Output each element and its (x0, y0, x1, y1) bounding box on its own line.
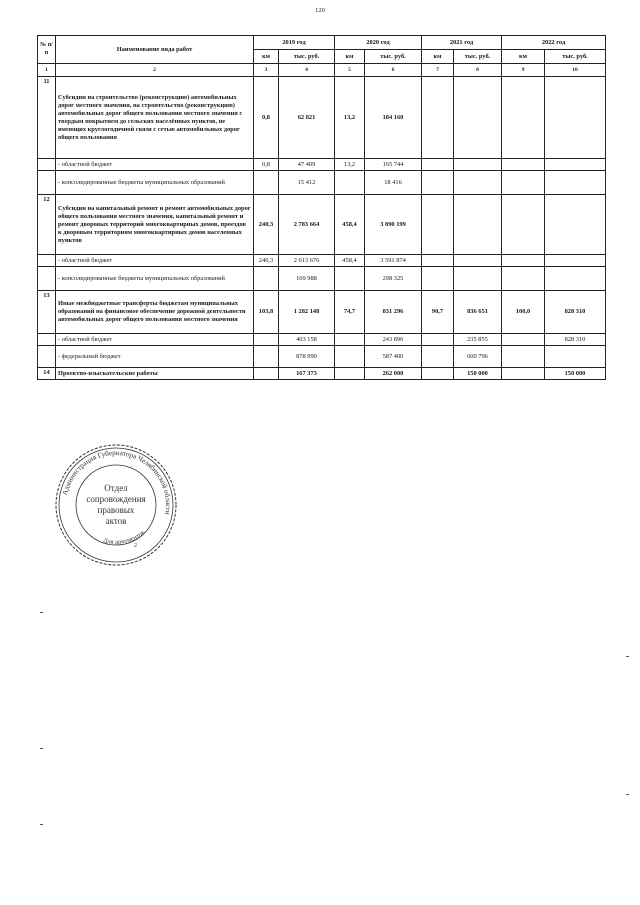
unit-rub: тыс. руб. (279, 50, 335, 64)
rub-value: 235 855 (454, 334, 502, 346)
rub-value (454, 267, 502, 291)
rub-value: 18 416 (365, 171, 422, 195)
table-row (38, 77, 606, 159)
km-value (502, 159, 545, 171)
row-number: 13 (38, 291, 56, 334)
col-number: 3 (254, 64, 279, 77)
km-value: 240,3 (254, 195, 279, 255)
km-value (422, 171, 454, 195)
unit-km: км (254, 50, 279, 64)
rub-value: 47 409 (279, 159, 335, 171)
rub-value: 1 282 148 (279, 291, 335, 334)
km-value (422, 159, 454, 171)
column-number-row (38, 64, 606, 77)
rub-value: 165 744 (365, 159, 422, 171)
row-number: 11 (38, 77, 56, 159)
margin-mark (40, 612, 43, 613)
rub-value (454, 159, 502, 171)
name-column-header: Наименование вида работ (56, 36, 254, 64)
km-value: 0,8 (254, 77, 279, 159)
work-type-name: - областной бюджет (56, 334, 254, 346)
works-table (37, 35, 606, 380)
km-value (502, 195, 545, 255)
rub-value (545, 255, 606, 267)
km-value (422, 334, 454, 346)
svg-text:актов: актов (105, 516, 127, 526)
rub-value (545, 195, 606, 255)
col-number: 10 (545, 64, 606, 77)
svg-text:Администрация Губернатора Челя: Администрация Губернатора Челябинской области (60, 448, 173, 516)
rub-value: 878 990 (279, 346, 335, 368)
svg-text:правовых: правовых (97, 505, 135, 515)
km-value (502, 267, 545, 291)
km-value (335, 171, 365, 195)
work-type-name: Субсидии на строительство (реконструкцию) автомобильных дорог местного значения, на строительство (реконструкцию) автомобильных дорог общего пользования местного значения с твердым покрытием до сельских населённых пунктов, не имеющих круглогодичной связи с сетью автомобильных дорог общего пользования (56, 77, 254, 159)
rub-value (545, 159, 606, 171)
rub-value (454, 195, 502, 255)
rub-value (545, 346, 606, 368)
rub-value: 403 158 (279, 334, 335, 346)
unit-km: км (422, 50, 454, 64)
rub-value (454, 255, 502, 267)
rub-value: 169 988 (279, 267, 335, 291)
table-row (38, 291, 606, 334)
km-value (335, 346, 365, 368)
km-value: 100,0 (502, 291, 545, 334)
km-value: 90,7 (422, 291, 454, 334)
row-number (38, 255, 56, 267)
col-number: 7 (422, 64, 454, 77)
km-value (502, 171, 545, 195)
num-column-header: № п/п (38, 36, 56, 64)
rub-value: 600 796 (454, 346, 502, 368)
margin-mark (626, 656, 629, 657)
km-value (422, 255, 454, 267)
table-subrow (38, 346, 606, 368)
page-number: 120 (315, 7, 325, 14)
rub-value: 587 400 (365, 346, 422, 368)
rub-value: 15 412 (279, 171, 335, 195)
km-value (502, 77, 545, 159)
year-header-2022: 2022 год (502, 36, 606, 50)
rub-value: 828 310 (545, 291, 606, 334)
work-type-name: - консолидированные бюджеты муниципальных образований (56, 171, 254, 195)
svg-text:сопровождения: сопровождения (86, 494, 146, 504)
km-value (254, 267, 279, 291)
row-number (38, 171, 56, 195)
km-value: 458,4 (335, 255, 365, 267)
unit-rub: тыс. руб. (365, 50, 422, 64)
row-number (38, 346, 56, 368)
col-number: 2 (56, 64, 254, 77)
km-value (422, 267, 454, 291)
rub-value (454, 171, 502, 195)
km-value: 458,4 (335, 195, 365, 255)
rub-value: 62 821 (279, 77, 335, 159)
km-value: 13,2 (335, 77, 365, 159)
unit-km: км (502, 50, 545, 64)
km-value (502, 346, 545, 368)
km-value: 103,8 (254, 291, 279, 334)
row-number: 14 (38, 368, 56, 380)
margin-mark (626, 794, 629, 795)
work-type-name: - федеральный бюджет (56, 346, 254, 368)
rub-value: 167 373 (279, 368, 335, 380)
svg-text:Отдел: Отдел (104, 483, 128, 493)
col-number: 4 (279, 64, 335, 77)
col-number: 1 (38, 64, 56, 77)
svg-text:Для документов: Для документов (102, 529, 147, 546)
work-type-name: - консолидированные бюджеты муниципальных образований (56, 267, 254, 291)
svg-text:2: 2 (134, 543, 137, 549)
table-row (38, 368, 606, 380)
table-subrow (38, 171, 606, 195)
row-number (38, 267, 56, 291)
rub-value: 2 783 664 (279, 195, 335, 255)
km-value (335, 368, 365, 380)
rub-value: 2 613 676 (279, 255, 335, 267)
work-type-name: Иные межбюджетные трансферты бюджетам муниципальных образований на финансовое обеспечение дорожной деятельности автомобильных дорог общего пользования местного значения (56, 291, 254, 334)
km-value (335, 334, 365, 346)
row-number (38, 159, 56, 171)
table-subrow (38, 255, 606, 267)
year-header-2019: 2019 год (254, 36, 335, 50)
col-number: 5 (335, 64, 365, 77)
km-value (422, 346, 454, 368)
col-number: 8 (454, 64, 502, 77)
km-value (254, 368, 279, 380)
km-value (422, 368, 454, 380)
year-header-2021: 2021 год (422, 36, 502, 50)
km-value: 13,2 (335, 159, 365, 171)
rub-value (545, 267, 606, 291)
work-type-name: - областной бюджет (56, 255, 254, 267)
rub-value: 150 000 (454, 368, 502, 380)
km-value (254, 171, 279, 195)
rub-value: 184 160 (365, 77, 422, 159)
rub-value (454, 77, 502, 159)
col-number: 6 (365, 64, 422, 77)
rub-value: 3 591 874 (365, 255, 422, 267)
km-value (254, 346, 279, 368)
row-number (38, 334, 56, 346)
rub-value: 831 296 (365, 291, 422, 334)
unit-km: км (335, 50, 365, 64)
km-value (502, 255, 545, 267)
rub-value: 262 000 (365, 368, 422, 380)
table-subrow (38, 159, 606, 171)
km-value (502, 368, 545, 380)
rub-value: 828 310 (545, 334, 606, 346)
rub-value: 243 896 (365, 334, 422, 346)
table-subrow (38, 334, 606, 346)
km-value: 0,8 (254, 159, 279, 171)
work-type-name: - областной бюджет (56, 159, 254, 171)
row-number: 12 (38, 195, 56, 255)
table-subrow (38, 267, 606, 291)
rub-value: 150 000 (545, 368, 606, 380)
margin-mark (40, 748, 43, 749)
seal-stamp (54, 443, 178, 567)
km-value: 74,7 (335, 291, 365, 334)
year-header-2020: 2020 год (335, 36, 422, 50)
rub-value (545, 77, 606, 159)
col-number: 9 (502, 64, 545, 77)
rub-value: 3 890 199 (365, 195, 422, 255)
table-row (38, 195, 606, 255)
km-value (502, 334, 545, 346)
margin-mark (40, 824, 43, 825)
rub-value (545, 171, 606, 195)
km-value (254, 334, 279, 346)
unit-rub: тыс. руб. (454, 50, 502, 64)
km-value: 240,3 (254, 255, 279, 267)
work-type-name: Субсидии на капитальный ремонт и ремонт автомобильных дорог общего пользования местного значения, капитальный ремонт и ремонт дворовых территорий многоквартирных домов, проездов к дворовым территориям многоквартирных домов населенных пунктов (56, 195, 254, 255)
rub-value: 836 651 (454, 291, 502, 334)
unit-rub: тыс. руб. (545, 50, 606, 64)
km-value (422, 195, 454, 255)
km-value (335, 267, 365, 291)
km-value (422, 77, 454, 159)
work-type-name: Проектно-изыскательские работы (56, 368, 254, 380)
rub-value: 298 325 (365, 267, 422, 291)
